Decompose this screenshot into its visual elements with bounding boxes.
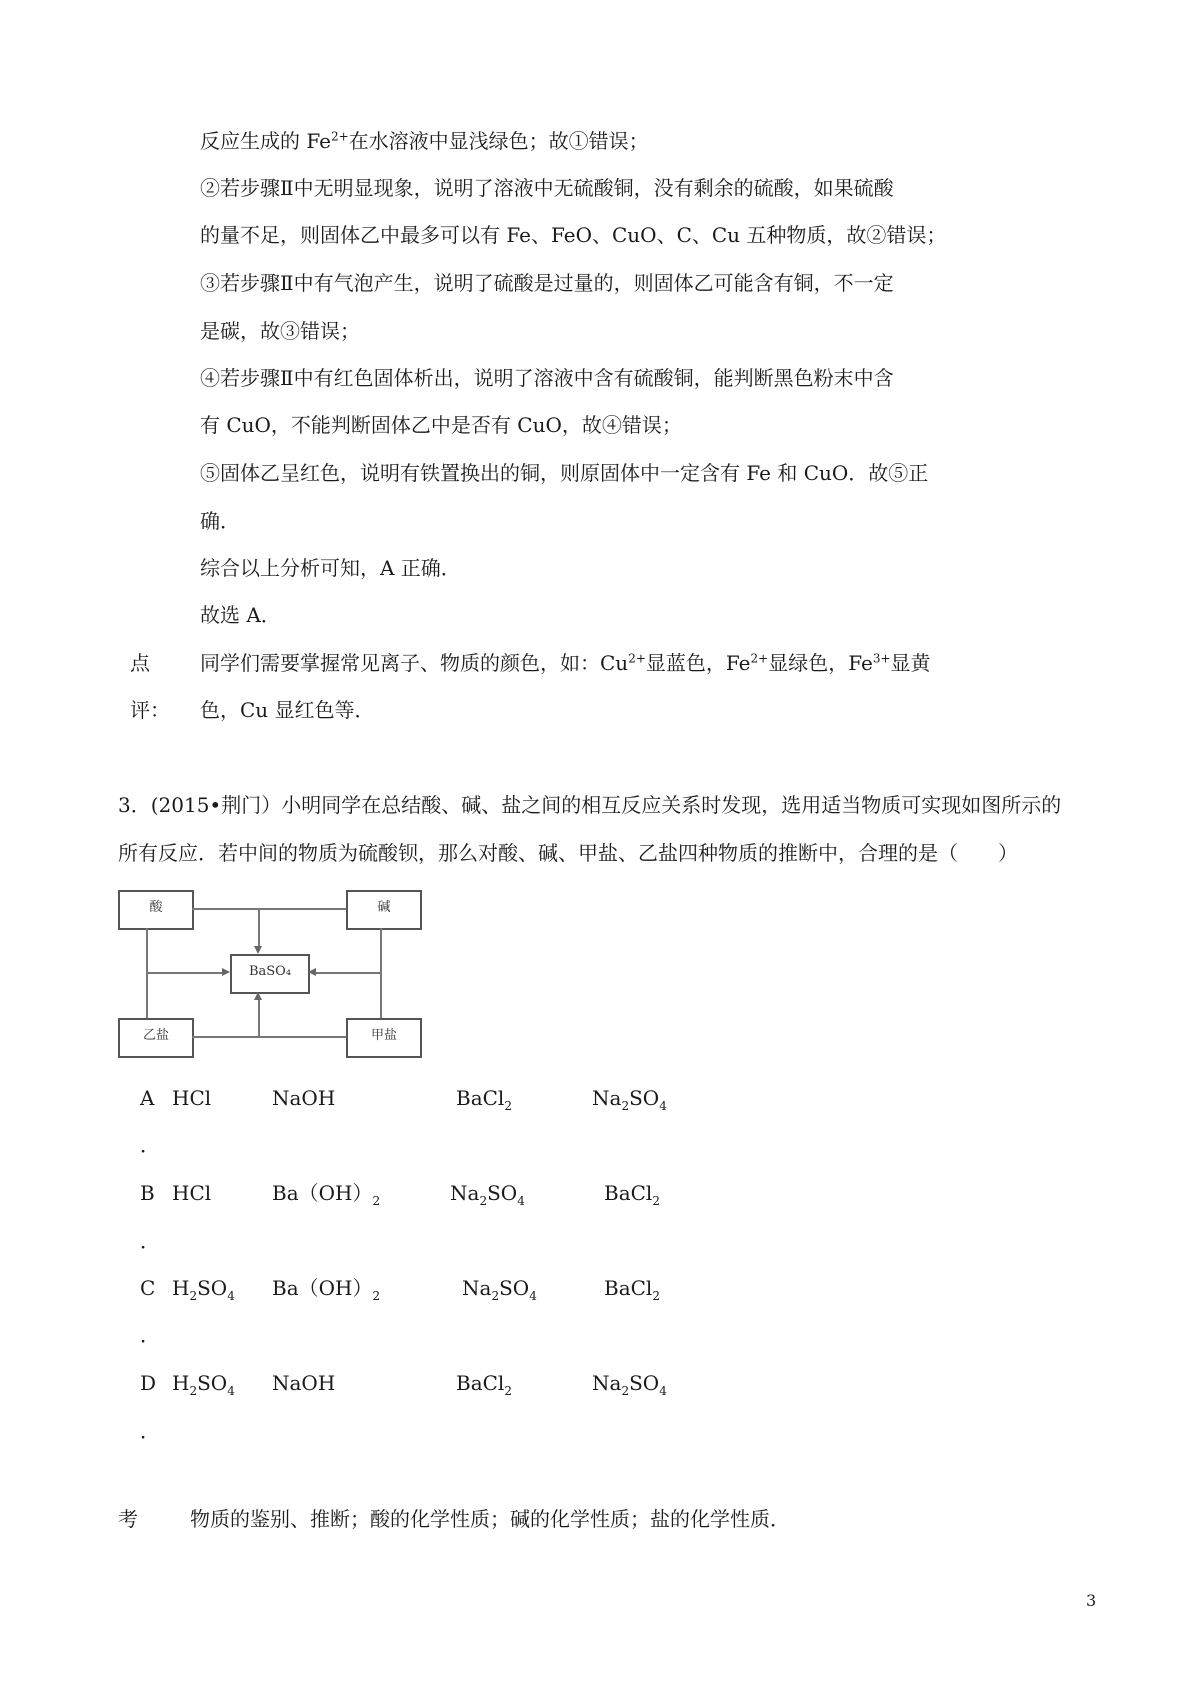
option-letter: C [140, 1276, 156, 1300]
option-cell: HCl [172, 1086, 212, 1110]
arrow-into-center-left [222, 968, 230, 976]
box-base: 碱 [346, 890, 422, 930]
line-acid-base [192, 908, 346, 910]
analysis-line-6: ④若步骤Ⅱ中有红色固体析出，说明了溶液中含有硫酸铜，能判断黑色粉末中含 [200, 366, 894, 390]
analysis-line-11: 故选 A． [200, 603, 281, 627]
option-cell: $Na_2SO_4$ [450, 1181, 525, 1208]
option-cell: $H_2SO_4$ [172, 1371, 235, 1398]
line-left-center [148, 972, 222, 974]
option-cell: NaOH [272, 1086, 336, 1110]
option-cell: BaCl$_2$ [604, 1181, 660, 1208]
option-letter: B [140, 1181, 155, 1205]
box-salt-jia: 甲盐 [346, 1018, 422, 1058]
comment-label-2: 评： [130, 698, 170, 722]
page-number: 3 [1086, 1591, 1097, 1610]
line-right-center [316, 972, 380, 974]
arrow-into-center-top [254, 946, 262, 954]
option-cell: $H_2SO_4$ [172, 1276, 235, 1303]
arrow-into-center-right [308, 968, 316, 976]
analysis-line-3: 的量不足，则固体乙中最多可以有 Fe、FeO、CuO、C、Cu 五种物质，故②错误； [200, 223, 947, 247]
analysis-line-5: 是碳，故③错误； [200, 319, 360, 343]
comment-line-1: 同学们需要掌握常见离子、物质的颜色，如：$Cu^{2+}$显蓝色，$Fe^{2+}$显绿色，$Fe^{3+}$显黄 [200, 651, 931, 675]
question-line-1: 3．(2015•荆门）小明同学在总结酸、碱、盐之间的相互反应关系时发现，选用适当物质可实现如图所示的 [118, 793, 1062, 817]
analysis-line-2: ②若步骤Ⅱ中无明显现象，说明了溶液中无硫酸铜，没有剩余的硫酸，如果硫酸 [200, 176, 894, 200]
option-dot: ． [140, 1229, 160, 1253]
box-center: BaSO₄ [230, 954, 310, 994]
line-top-center [258, 910, 260, 946]
option-cell: NaOH [272, 1371, 336, 1395]
option-dot: ． [140, 1419, 160, 1443]
comment-line-2: 色，Cu 显红色等． [200, 698, 375, 722]
option-cell: $Na_2SO_4$ [592, 1086, 667, 1113]
option-letter: D [140, 1371, 157, 1395]
option-cell: $Na_2SO_4$ [592, 1371, 667, 1398]
box-salt-yi: 乙盐 [118, 1018, 194, 1058]
option-cell: $Ba(OH)_2$ [272, 1181, 381, 1208]
analysis-line-1: 反应生成的 $Fe^{2+}$在水溶液中显浅绿色；故①错误； [200, 129, 649, 153]
line-yi-jia [192, 1036, 346, 1038]
option-cell: $Na_2SO_4$ [462, 1276, 537, 1303]
arrow-into-center-bottom [254, 992, 262, 1000]
analysis-line-7: 有 CuO，不能判断固体乙中是否有 CuO，故④错误； [200, 413, 682, 437]
analysis-line-8: ⑤固体乙呈红色，说明有铁置换出的铜，则原固体中一定含有 Fe 和 CuO．故⑤正 [200, 461, 929, 485]
kaodian-text: 物质的鉴别、推断；酸的化学性质；碱的化学性质；盐的化学性质． [190, 1507, 790, 1531]
box-acid: 酸 [118, 890, 194, 930]
question-line-2: 所有反应．若中间的物质为硫酸钡，那么对酸、碱、甲盐、乙盐四种物质的推断中，合理的是（ ） [118, 841, 1018, 865]
option-cell: BaCl$_2$ [456, 1086, 512, 1113]
option-dot: ． [140, 1133, 160, 1157]
analysis-line-10: 综合以上分析可知，A 正确． [200, 556, 461, 580]
option-letter: A [140, 1086, 155, 1110]
option-cell: BaCl$_2$ [604, 1276, 660, 1303]
option-cell: BaCl$_2$ [456, 1371, 512, 1398]
reaction-diagram [118, 890, 418, 1060]
analysis-line-4: ③若步骤Ⅱ中有气泡产生，说明了硫酸是过量的，则固体乙可能含有铜，不一定 [200, 271, 894, 295]
option-cell: $Ba(OH)_2$ [272, 1276, 381, 1303]
comment-label-1: 点 [130, 651, 150, 675]
analysis-line-9: 确． [200, 509, 240, 533]
kaodian-label: 考 [118, 1507, 138, 1531]
option-dot: ． [140, 1323, 160, 1347]
line-base-jia [380, 928, 382, 1018]
option-cell: HCl [172, 1181, 212, 1205]
line-bottom-center [258, 1000, 260, 1036]
